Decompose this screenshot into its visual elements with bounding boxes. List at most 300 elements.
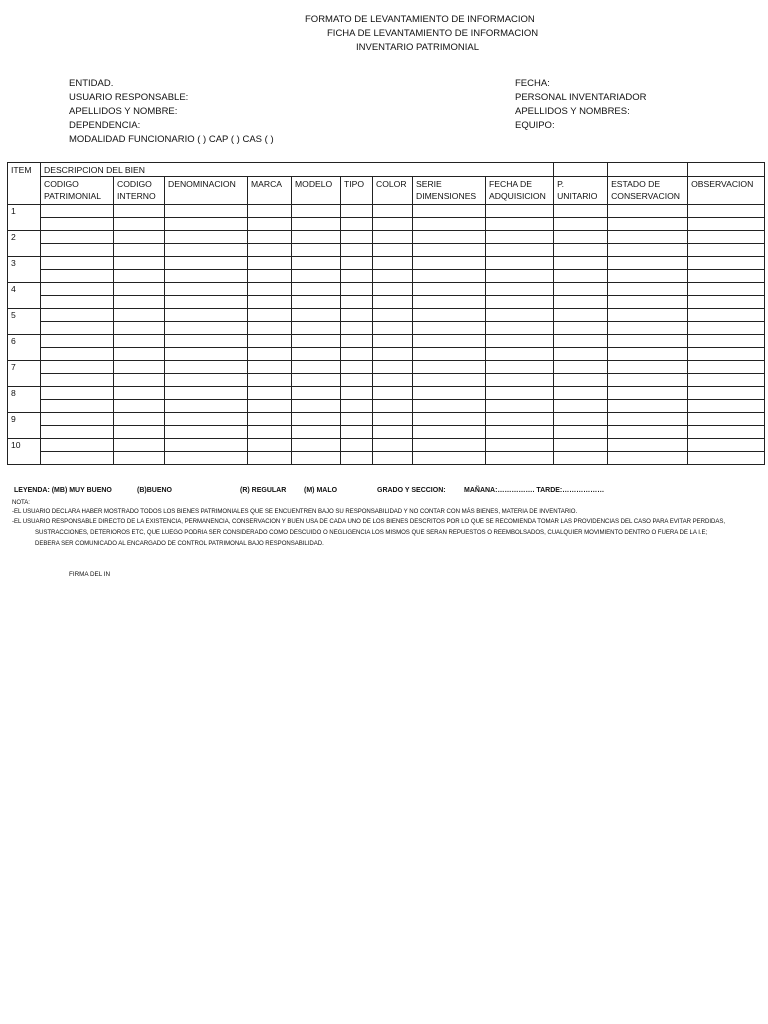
table-cell[interactable] [114, 452, 165, 465]
table-cell[interactable] [486, 309, 554, 322]
table-cell[interactable] [341, 361, 373, 374]
table-cell[interactable] [688, 270, 765, 283]
table-cell[interactable] [165, 426, 248, 439]
table-cell[interactable] [554, 335, 608, 348]
table-cell[interactable] [413, 413, 486, 426]
table-cell[interactable] [486, 283, 554, 296]
table-cell[interactable] [554, 296, 608, 309]
table-cell[interactable] [165, 400, 248, 413]
table-cell[interactable] [413, 231, 486, 244]
field-apellidos-nombres: APELLIDOS Y NOMBRES: [515, 106, 630, 117]
table-cell[interactable] [486, 218, 554, 231]
table-cell[interactable] [114, 322, 165, 335]
table-cell[interactable] [248, 283, 292, 296]
table-cell[interactable] [608, 387, 688, 400]
table-cell[interactable] [114, 309, 165, 322]
table-cell[interactable] [41, 387, 114, 400]
table-cell[interactable] [413, 452, 486, 465]
table-cell[interactable] [554, 231, 608, 244]
table-cell[interactable] [413, 374, 486, 387]
field-fecha: FECHA: [515, 78, 550, 89]
table-cell[interactable] [373, 335, 413, 348]
table-cell[interactable] [341, 439, 373, 452]
table-cell[interactable] [608, 335, 688, 348]
table-row [8, 348, 765, 361]
table-cell[interactable] [341, 400, 373, 413]
table-cell[interactable] [292, 205, 341, 218]
table-cell[interactable] [688, 244, 765, 257]
table-cell[interactable] [486, 270, 554, 283]
table-cell[interactable] [608, 205, 688, 218]
title-inventario: INVENTARIO PATRIMONIAL [356, 42, 479, 53]
table-cell[interactable] [165, 270, 248, 283]
table-cell[interactable] [114, 257, 165, 270]
table-cell[interactable] [413, 257, 486, 270]
table-cell[interactable] [486, 387, 554, 400]
col-serie-dimensiones: SERIE DIMENSIONES [413, 177, 486, 205]
table-row [8, 218, 765, 231]
table-cell[interactable] [292, 296, 341, 309]
table-cell[interactable] [413, 296, 486, 309]
legend-muy-bueno: LEYENDA: (MB) MUY BUENO [14, 487, 112, 494]
table-cell[interactable] [413, 426, 486, 439]
table-row [8, 257, 765, 270]
item-number: 6 [8, 335, 41, 361]
col-observacion: OBSERVACION [688, 177, 765, 205]
table-cell[interactable] [114, 335, 165, 348]
table-cell[interactable] [486, 361, 554, 374]
table-cell[interactable] [373, 257, 413, 270]
table-cell[interactable] [608, 426, 688, 439]
table-cell[interactable] [554, 283, 608, 296]
field-modalidad: MODALIDAD FUNCIONARIO ( ) CAP ( ) CAS ( ) [69, 134, 274, 145]
table-cell[interactable] [608, 413, 688, 426]
table-cell[interactable] [114, 283, 165, 296]
table-cell[interactable] [292, 283, 341, 296]
table-cell[interactable] [248, 426, 292, 439]
title-formato: FORMATO DE LEVANTAMIENTO DE INFORMACION [305, 14, 535, 25]
table-row [8, 361, 765, 374]
table-cell[interactable] [373, 296, 413, 309]
table-cell[interactable] [165, 244, 248, 257]
table-cell[interactable] [608, 296, 688, 309]
table-cell[interactable] [608, 361, 688, 374]
table-cell[interactable] [373, 309, 413, 322]
table-cell[interactable] [114, 387, 165, 400]
table-cell[interactable] [114, 231, 165, 244]
item-number: 2 [8, 231, 41, 257]
table-cell[interactable] [688, 452, 765, 465]
table-cell[interactable] [248, 413, 292, 426]
table-cell[interactable] [554, 244, 608, 257]
table-cell[interactable] [165, 283, 248, 296]
table-header-row-1 [8, 163, 765, 177]
table-cell[interactable] [41, 439, 114, 452]
item-number: 4 [8, 283, 41, 309]
table-cell[interactable] [341, 270, 373, 283]
table-cell[interactable] [608, 231, 688, 244]
inventory-table [7, 162, 765, 465]
table-row [8, 439, 765, 452]
table-row [8, 426, 765, 439]
table-cell[interactable] [413, 218, 486, 231]
table-cell[interactable] [341, 231, 373, 244]
field-apellidos-nombre: APELLIDOS Y NOMBRE: [69, 106, 178, 117]
table-cell[interactable] [292, 270, 341, 283]
table-cell[interactable] [292, 348, 341, 361]
col-color: COLOR [373, 177, 413, 205]
table-cell[interactable] [486, 348, 554, 361]
table-row [8, 231, 765, 244]
table-row [8, 270, 765, 283]
table-cell[interactable] [248, 452, 292, 465]
table-cell[interactable] [688, 283, 765, 296]
field-entidad: ENTIDAD. [69, 78, 114, 89]
table-cell[interactable] [486, 244, 554, 257]
table-cell[interactable] [165, 413, 248, 426]
table-cell[interactable] [41, 361, 114, 374]
table-cell[interactable] [292, 335, 341, 348]
table-cell[interactable] [688, 413, 765, 426]
legend-malo: (M) MALO [304, 487, 338, 494]
descripcion-header: DESCRIPCION DEL BIEN [41, 163, 554, 177]
table-cell[interactable] [373, 348, 413, 361]
table-cell[interactable] [341, 413, 373, 426]
table-cell[interactable] [341, 374, 373, 387]
table-cell[interactable] [688, 296, 765, 309]
table-cell[interactable] [248, 387, 292, 400]
table-cell[interactable] [688, 439, 765, 452]
table-cell[interactable] [486, 335, 554, 348]
col-marca: MARCA [248, 177, 292, 205]
table-cell[interactable] [373, 231, 413, 244]
table-cell[interactable] [41, 335, 114, 348]
table-cell[interactable] [688, 387, 765, 400]
table-cell[interactable] [413, 348, 486, 361]
table-cell[interactable] [554, 257, 608, 270]
col-tipo: TIPO [341, 177, 373, 205]
table-cell[interactable] [248, 270, 292, 283]
table-row [8, 413, 765, 426]
table-cell[interactable] [165, 452, 248, 465]
table-cell[interactable] [688, 218, 765, 231]
header-blank-cell [688, 163, 765, 177]
table-cell[interactable] [486, 231, 554, 244]
item-number: 9 [8, 413, 41, 439]
table-cell[interactable] [608, 439, 688, 452]
table-cell[interactable] [486, 426, 554, 439]
table-cell[interactable] [554, 348, 608, 361]
table-cell[interactable] [486, 296, 554, 309]
table-cell[interactable] [292, 257, 341, 270]
table-cell[interactable] [292, 309, 341, 322]
table-cell[interactable] [248, 439, 292, 452]
table-cell[interactable] [688, 335, 765, 348]
table-cell[interactable] [373, 374, 413, 387]
table-cell[interactable] [341, 335, 373, 348]
header-blank-cell [608, 163, 688, 177]
table-cell[interactable] [688, 426, 765, 439]
table-cell[interactable] [608, 400, 688, 413]
item-header: ITEM [8, 163, 41, 205]
table-cell[interactable] [292, 218, 341, 231]
table-cell[interactable] [114, 205, 165, 218]
table-cell[interactable] [554, 205, 608, 218]
table-cell[interactable] [486, 439, 554, 452]
table-cell[interactable] [248, 244, 292, 257]
col-codigo-patrimonial: CODIGO PATRIMONIAL [41, 177, 114, 205]
table-cell[interactable] [341, 283, 373, 296]
table-cell[interactable] [413, 387, 486, 400]
table-cell[interactable] [413, 309, 486, 322]
table-cell[interactable] [114, 374, 165, 387]
table-cell[interactable] [114, 218, 165, 231]
table-cell[interactable] [41, 374, 114, 387]
table-cell[interactable] [292, 244, 341, 257]
table-cell[interactable] [486, 413, 554, 426]
table-cell[interactable] [688, 231, 765, 244]
table-cell[interactable] [41, 452, 114, 465]
table-cell[interactable] [413, 361, 486, 374]
table-cell[interactable] [486, 205, 554, 218]
table-cell[interactable] [608, 270, 688, 283]
table-cell[interactable] [341, 244, 373, 257]
legend-grado-seccion: GRADO Y SECCION: [377, 487, 446, 494]
table-cell[interactable] [292, 413, 341, 426]
table-cell[interactable] [41, 348, 114, 361]
table-cell[interactable] [248, 335, 292, 348]
table-cell[interactable] [114, 348, 165, 361]
table-cell[interactable] [292, 361, 341, 374]
field-personal-inventariador: PERSONAL INVENTARIADOR [515, 92, 647, 103]
table-cell[interactable] [114, 244, 165, 257]
table-cell[interactable] [165, 439, 248, 452]
table-cell[interactable] [554, 374, 608, 387]
table-cell[interactable] [486, 322, 554, 335]
table-cell[interactable] [413, 244, 486, 257]
table-cell[interactable] [554, 309, 608, 322]
table-cell[interactable] [341, 205, 373, 218]
table-cell[interactable] [41, 400, 114, 413]
table-cell[interactable] [486, 400, 554, 413]
item-number: 3 [8, 257, 41, 283]
title-ficha: FICHA DE LEVANTAMIENTO DE INFORMACION [327, 28, 539, 39]
table-cell[interactable] [373, 426, 413, 439]
table-cell[interactable] [114, 296, 165, 309]
table-cell[interactable] [413, 283, 486, 296]
table-cell[interactable] [41, 296, 114, 309]
table-cell[interactable] [373, 413, 413, 426]
table-cell[interactable] [608, 218, 688, 231]
table-cell[interactable] [114, 439, 165, 452]
table-cell[interactable] [165, 205, 248, 218]
table-cell[interactable] [688, 348, 765, 361]
table-cell[interactable] [688, 257, 765, 270]
table-cell[interactable] [165, 348, 248, 361]
table-cell[interactable] [688, 205, 765, 218]
table-cell[interactable] [608, 322, 688, 335]
table-cell[interactable] [248, 348, 292, 361]
table-cell[interactable] [41, 413, 114, 426]
table-cell[interactable] [292, 439, 341, 452]
col-codigo-interno: CODIGO INTERNO [114, 177, 165, 205]
table-cell[interactable] [248, 374, 292, 387]
table-cell[interactable] [413, 400, 486, 413]
table-cell[interactable] [248, 218, 292, 231]
table-cell[interactable] [413, 270, 486, 283]
legend-regular: (R) REGULAR [240, 487, 287, 494]
item-number: 8 [8, 387, 41, 413]
table-row [8, 374, 765, 387]
table-cell[interactable] [165, 257, 248, 270]
table-cell[interactable] [413, 335, 486, 348]
item-number: 5 [8, 309, 41, 335]
table-cell[interactable] [341, 322, 373, 335]
table-cell[interactable] [608, 374, 688, 387]
table-cell[interactable] [165, 374, 248, 387]
table-cell[interactable] [292, 400, 341, 413]
table-cell[interactable] [41, 205, 114, 218]
table-row [8, 296, 765, 309]
table-cell[interactable] [165, 322, 248, 335]
table-cell[interactable] [292, 322, 341, 335]
table-cell[interactable] [554, 400, 608, 413]
table-cell[interactable] [554, 387, 608, 400]
table-cell[interactable] [41, 270, 114, 283]
table-cell[interactable] [373, 361, 413, 374]
table-cell[interactable] [341, 218, 373, 231]
item-number: 10 [8, 439, 41, 465]
table-cell[interactable] [688, 309, 765, 322]
table-cell[interactable] [114, 400, 165, 413]
table-cell[interactable] [688, 400, 765, 413]
table-cell[interactable] [114, 270, 165, 283]
item-number: 1 [8, 205, 41, 231]
table-cell[interactable] [608, 452, 688, 465]
table-cell[interactable] [41, 283, 114, 296]
table-cell[interactable] [165, 309, 248, 322]
table-cell[interactable] [608, 244, 688, 257]
legend-turno: MAÑANA:……………. TARDE:……………… [464, 487, 605, 494]
table-cell[interactable] [41, 322, 114, 335]
table-cell[interactable] [41, 426, 114, 439]
note-label: NOTA: [12, 499, 30, 506]
table-cell[interactable] [688, 374, 765, 387]
table-cell[interactable] [554, 413, 608, 426]
table-cell[interactable] [292, 452, 341, 465]
table-cell[interactable] [165, 387, 248, 400]
col-estado-conservacion: ESTADO DE CONSERVACION [608, 177, 688, 205]
item-number: 7 [8, 361, 41, 387]
table-cell[interactable] [608, 283, 688, 296]
field-equipo: EQUIPO: [515, 120, 555, 131]
table-row [8, 452, 765, 465]
table-cell[interactable] [292, 374, 341, 387]
table-cell[interactable] [292, 231, 341, 244]
table-cell[interactable] [41, 218, 114, 231]
table-cell[interactable] [486, 374, 554, 387]
table-cell[interactable] [341, 296, 373, 309]
table-cell[interactable] [554, 439, 608, 452]
table-cell[interactable] [165, 335, 248, 348]
table-cell[interactable] [292, 387, 341, 400]
table-header-row-2 [8, 177, 765, 205]
table-cell[interactable] [373, 387, 413, 400]
table-cell[interactable] [292, 426, 341, 439]
table-cell[interactable] [688, 322, 765, 335]
table-cell[interactable] [373, 205, 413, 218]
table-cell[interactable] [248, 361, 292, 374]
table-cell[interactable] [373, 400, 413, 413]
table-cell[interactable] [608, 257, 688, 270]
table-cell[interactable] [486, 257, 554, 270]
table-row [8, 244, 765, 257]
table-cell[interactable] [248, 205, 292, 218]
table-cell[interactable] [248, 257, 292, 270]
table-cell[interactable] [486, 452, 554, 465]
col-denominacion: DENOMINACION [165, 177, 248, 205]
table-cell[interactable] [341, 257, 373, 270]
table-cell[interactable] [41, 231, 114, 244]
table-cell[interactable] [341, 452, 373, 465]
col-fecha-adquisicion: FECHA DE ADQUISICION [486, 177, 554, 205]
table-cell[interactable] [165, 296, 248, 309]
table-cell[interactable] [554, 270, 608, 283]
table-cell[interactable] [554, 218, 608, 231]
table-cell[interactable] [413, 322, 486, 335]
field-usuario-responsable: USUARIO RESPONSABLE: [69, 92, 189, 103]
table-cell[interactable] [114, 361, 165, 374]
table-row [8, 205, 765, 218]
table-cell[interactable] [248, 309, 292, 322]
table-cell[interactable] [373, 283, 413, 296]
table-cell[interactable] [248, 322, 292, 335]
table-cell[interactable] [373, 244, 413, 257]
table-cell[interactable] [688, 361, 765, 374]
table-cell[interactable] [554, 322, 608, 335]
table-cell[interactable] [165, 231, 248, 244]
table-cell[interactable] [373, 439, 413, 452]
table-cell[interactable] [373, 452, 413, 465]
table-cell[interactable] [114, 413, 165, 426]
table-cell[interactable] [114, 426, 165, 439]
table-cell[interactable] [373, 218, 413, 231]
table-cell[interactable] [608, 309, 688, 322]
table-cell[interactable] [554, 452, 608, 465]
table-cell[interactable] [341, 387, 373, 400]
table-cell[interactable] [554, 361, 608, 374]
table-cell[interactable] [248, 296, 292, 309]
table-row [8, 309, 765, 322]
table-cell[interactable] [413, 439, 486, 452]
table-cell[interactable] [373, 270, 413, 283]
col-modelo: MODELO [292, 177, 341, 205]
table-cell[interactable] [373, 322, 413, 335]
table-cell[interactable] [608, 348, 688, 361]
table-cell[interactable] [165, 218, 248, 231]
table-cell[interactable] [554, 426, 608, 439]
table-cell[interactable] [41, 244, 114, 257]
table-cell[interactable] [165, 361, 248, 374]
table-cell[interactable] [248, 400, 292, 413]
table-cell[interactable] [41, 309, 114, 322]
table-cell[interactable] [341, 348, 373, 361]
table-cell[interactable] [248, 231, 292, 244]
table-cell[interactable] [341, 426, 373, 439]
table-cell[interactable] [413, 205, 486, 218]
table-cell[interactable] [341, 309, 373, 322]
table-cell[interactable] [41, 257, 114, 270]
